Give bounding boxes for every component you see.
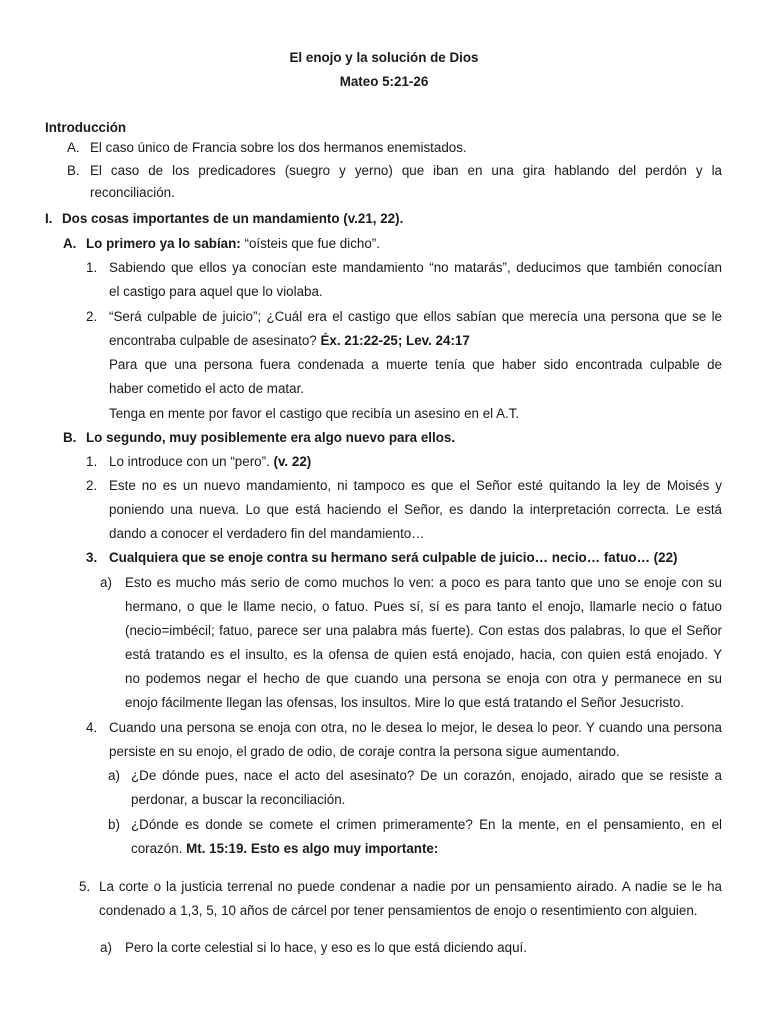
b4a-line2: perdonar, a buscar la reconciliación.	[131, 792, 346, 807]
a1-line1: Sabiendo que ellos ya conocían este mandamiento “no matarás”, deducimos que también conocían	[109, 260, 722, 275]
subsection-a-bold: Lo primero ya lo sabían:	[86, 236, 241, 251]
b3a-line1: Esto es mucho más serio de como muchos lo ven: a poco es para tanto que uno se enoje con su	[125, 575, 722, 590]
section-i-marker: I.	[45, 211, 53, 226]
intro-heading: Introducción	[45, 120, 127, 135]
b3a-line3: (necio=imbécil; fatuo, parece ser una palabra más fuerte). Con estas dos palabras, lo que el Señor	[125, 623, 722, 638]
scripture-reference: Mateo 5:21-26	[339, 74, 429, 89]
b1-line	[109, 450, 311, 474]
a2-line2	[109, 329, 470, 353]
a2-line2-text: encontraba culpable de asesinato?	[109, 333, 321, 348]
b4-line2: persiste en su enojo, el grado de odio, de coraje contra la persona sigue aumentando.	[109, 744, 620, 759]
b1-reference: (v. 22)	[273, 454, 312, 469]
subsection-a-heading	[86, 232, 380, 256]
intro-b-line2: reconciliación.	[90, 185, 175, 200]
b5-line2: condenado a 1,3, 5, 10 años de cárcel por tener pensamientos de enojo o resentimiento con alguien.	[99, 903, 698, 918]
section-i-heading: Dos cosas importantes de un mandamiento (v.21, 22).	[62, 211, 404, 226]
b4a-line1: ¿De dónde pues, nace el acto del asesinato? De un corazón, enojado, airado que se resiste a	[131, 768, 722, 783]
b4b-line2	[131, 837, 438, 861]
a1-marker: 1.	[86, 260, 98, 275]
b1-text: Lo introduce con un “pero”.	[109, 454, 274, 469]
b5a-text: Pero la corte celestial si lo hace, y eso es lo que está diciendo aquí.	[125, 940, 527, 955]
intro-a-text: El caso único de Francia sobre los dos hermanos enemistados.	[90, 140, 467, 155]
b4b-line2-reference: Mt. 15:19. Esto es algo muy importante:	[186, 841, 439, 856]
b4b-line2-text: corazón.	[131, 841, 187, 856]
a2-marker: 2.	[86, 309, 98, 324]
b4b-marker: b)	[108, 817, 120, 832]
a2-line1: “Será culpable de juicio”; ¿Cuál era el castigo que ellos sabían que merecía una persona que se le	[109, 309, 722, 324]
intro-b-marker: B.	[67, 163, 80, 178]
a2-line3: Para que una persona fuera condenada a muerte tenía que haber sido encontrada culpable de	[109, 357, 722, 372]
b2-marker: 2.	[86, 478, 98, 493]
b2-line2: poniendo una nueva. Lo que está haciendo el Señor, es dando la interpretación correcta. Le está	[109, 502, 722, 517]
b5a-marker: a)	[100, 940, 112, 955]
b4-marker: 4.	[86, 720, 98, 735]
b2-line3: dando a conocer el verdadero fin del mandamiento…	[109, 526, 425, 541]
b4b-line1: ¿Dónde es donde se comete el crimen primeramente? En la mente, en el pensamiento, en el	[131, 817, 722, 832]
subsection-b-marker: B.	[63, 430, 77, 445]
b3-marker: 3.	[86, 550, 98, 565]
b3a-line6: enojo fácilmente llegan las ofensas, los insultos. Mire lo que está tratando el Señor Jesucristo.	[125, 695, 684, 710]
intro-a-marker: A.	[67, 140, 80, 155]
b3a-line4: está tratando es el insulto, es la ofensa de quien está enojado, hacia, con quien está enojado. Y	[125, 647, 722, 662]
page-title: El enojo y la solución de Dios	[289, 50, 479, 65]
b3-heading: Cualquiera que se enoje contra su hermano será culpable de juicio… necio… fatuo… (22)	[109, 550, 678, 565]
a1-line2: el castigo para aquel que lo violaba.	[109, 284, 323, 299]
subsection-a-marker: A.	[63, 236, 77, 251]
b4a-marker: a)	[108, 768, 120, 783]
b5-line1: La corte o la justicia terrenal no puede condenar a nadie por un pensamiento airado. A nadie se le ha	[99, 879, 722, 894]
b3a-line5: no podemos negar el hecho de que cuando una persona se enoja con otra y permanece en su	[125, 671, 722, 686]
b3a-line2: hermano, o que le llame necio, o fatuo. Pues sí, sí es para tanto el enojo, llamarle necio o fatuo	[125, 599, 722, 614]
a2-line4: haber cometido el acto de matar.	[109, 381, 305, 396]
a2-line5: Tenga en mente por favor el castigo que recibía un asesino en el A.T.	[109, 406, 520, 421]
subsection-b-heading: Lo segundo, muy posiblemente era algo nuevo para ellos.	[86, 430, 456, 445]
b1-marker: 1.	[86, 454, 98, 469]
b4-line1: Cuando una persona se enoja con otra, no le desea lo mejor, le desea lo peor. Y cuando una persona	[109, 720, 722, 735]
intro-b-line1: El caso de los predicadores (suegro y yerno) que iban en una gira hablando del perdón y la	[90, 163, 722, 178]
subsection-a-rest: “oísteis que fue dicho”.	[240, 236, 380, 251]
b2-line1: Este no es un nuevo mandamiento, ni tampoco es que el Señor esté quitando la ley de Moisés y	[109, 478, 722, 493]
a2-line2-reference: Éx. 21:22-25; Lev. 24:17	[320, 333, 470, 348]
b3a-marker: a)	[100, 575, 112, 590]
b5-marker: 5.	[79, 879, 91, 894]
